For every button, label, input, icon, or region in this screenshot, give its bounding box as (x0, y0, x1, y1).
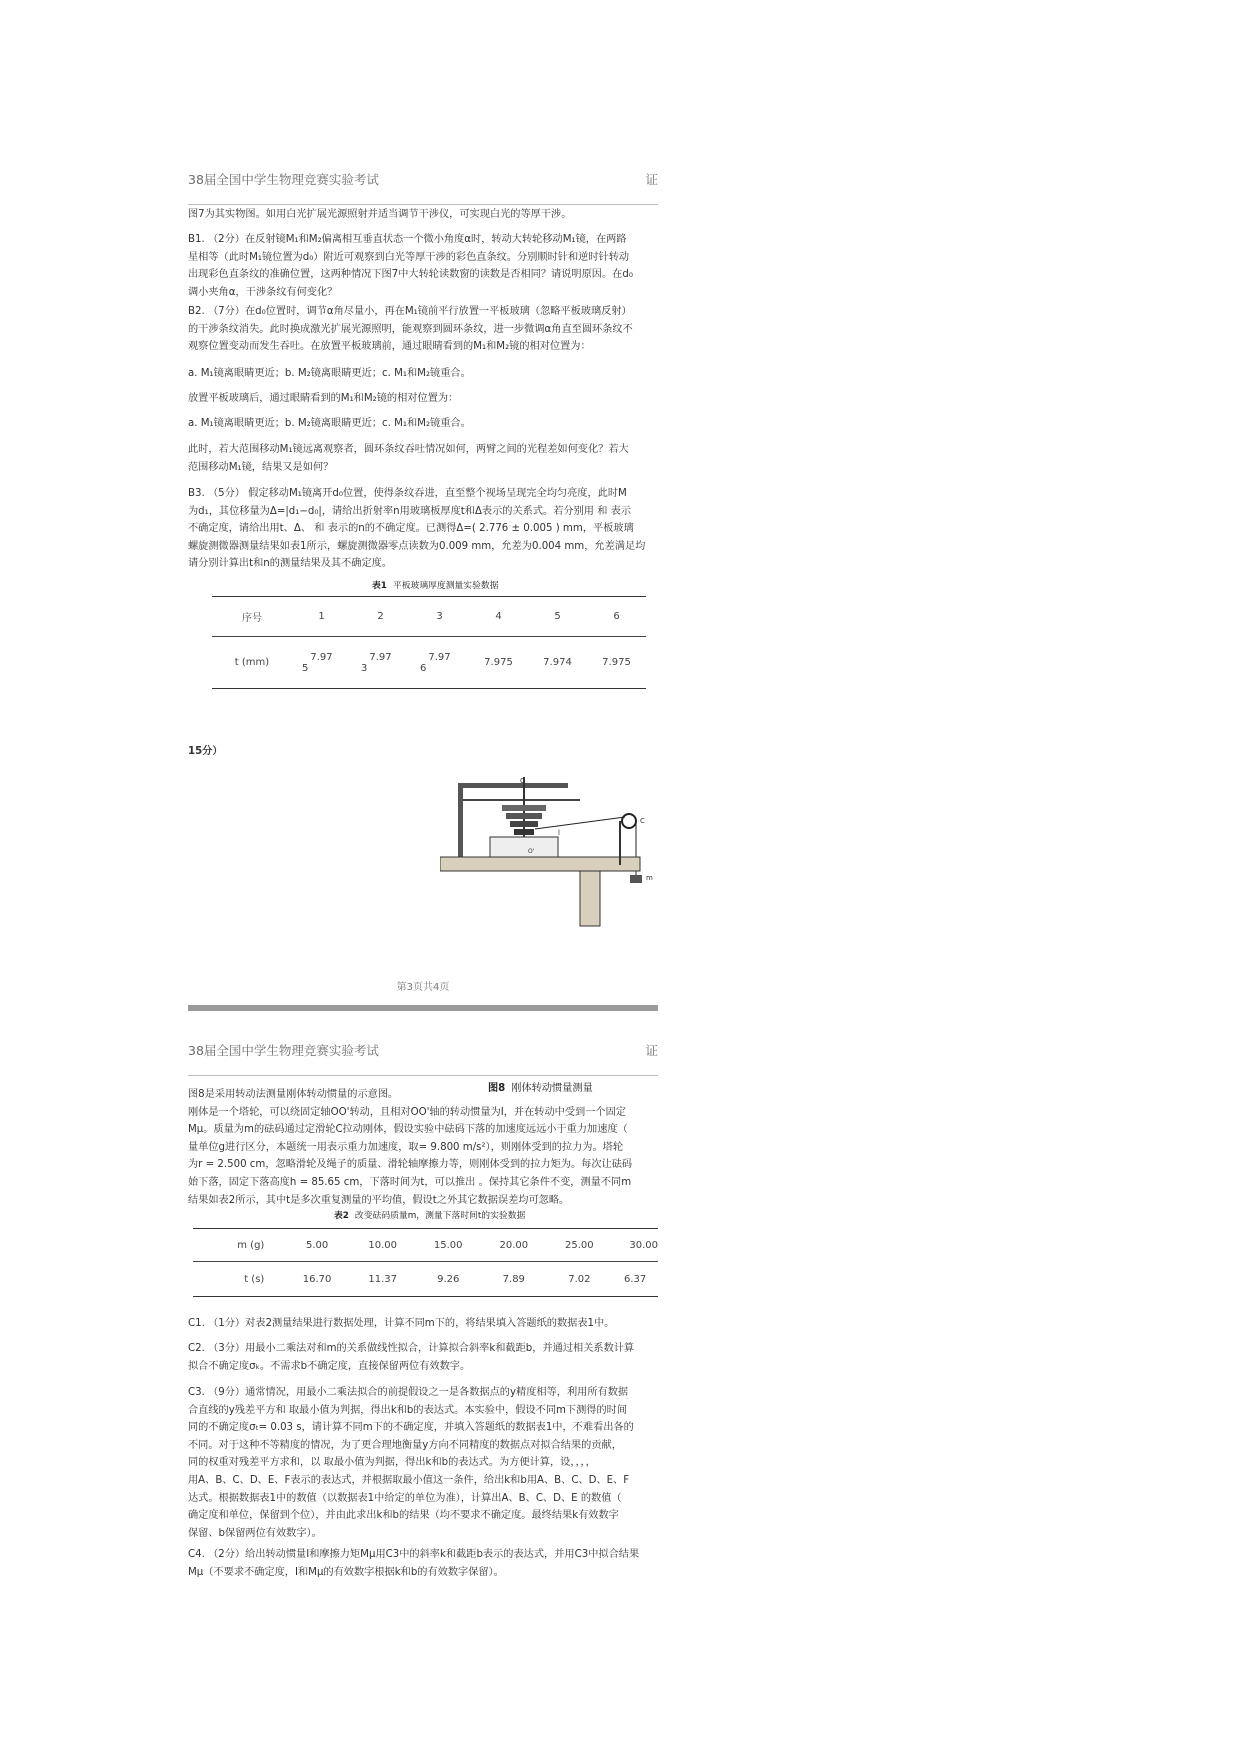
table2 (193, 1228, 658, 1297)
b1-line: 星相等（此时M₁镜位置为d₀）附近可观察到白光等厚干涉的彩色直条纹。分别顺时针和逆时针转动 (188, 251, 630, 263)
value-part: 3 (361, 662, 368, 674)
question-c4 (188, 1546, 658, 1581)
figure8-caption-text: 刚体转动惯量测量 (511, 1083, 593, 1094)
table1-value-cell: 7.975 (602, 657, 631, 668)
b2-options-before (188, 365, 658, 383)
label-c: C (640, 817, 645, 825)
tower-wheel-layer (510, 821, 538, 827)
table1-value-cell (292, 637, 351, 689)
b3-line: B3. （5分） 假定移动M₁镜离开d₀位置，使得条纹吞进，直至整个视场呈现完全均匀亮度，此时M (188, 488, 627, 499)
c1-line: C1. （1分）对表2测量结果进行数据处理，计算不同m下的，将结果填入答题纸的数据表1中。 (188, 1318, 615, 1329)
b1-line: B1. （2分）在反射镜M₁和M₂偏离相互垂直状态一个微小角度α时，转动大转轮移动M₁镜，在两路 (188, 234, 627, 245)
frame-left-post (458, 783, 463, 858)
string-line (535, 817, 625, 829)
options-line: a. M₁镜离眼睛更近；b. M₂镜离眼睛更近；c. M₁和M₂镜重合。 (188, 368, 471, 379)
c4-line: Mμ（不要求不确定度，I和Mμ的有效数字根据k和b的有效数字保留）。 (188, 1566, 504, 1578)
c4-line: C4. （2分）给出转动惯量I和摩擦力矩Mμ用C3中的斜率k和截距b表示的表达式，并用C3中拟合结果 (188, 1549, 640, 1560)
intro2-line: 刚体是一个塔轮，可以绕固定轴OO'转动，且相对OO'轴的转动惯量为I，并在转动中受到一个固定 (188, 1106, 626, 1118)
b1-line: 调小夹角α，干涉条纹有何变化？ (188, 286, 338, 298)
table2-m-cell: 25.00 (565, 1239, 594, 1251)
intro2-line: 量单位g进行区分，本题统一用表示重力加速度，取= 9.800 m/s²），则刚体受到的拉力为。塔轮 (188, 1141, 624, 1153)
table1-row-index (212, 597, 646, 637)
question-b2 (188, 303, 658, 356)
question-c1 (188, 1315, 658, 1333)
c3-line: C3. （9分）通常情况，用最小二乘法拟合的前提假设之一是各数据点的y精度相等，利用所有数据 (188, 1387, 629, 1398)
page1-header-rule (188, 204, 658, 205)
c3-line: 不同。对于这种不等精度的情况，为了更合理地衡量y方向不同精度的数据点对拟合结果的贡献， (188, 1439, 622, 1451)
question-c2 (188, 1340, 658, 1375)
b2q-line: 范围移动M₁镜，结果又是如何？ (188, 461, 334, 473)
label-o-top: O (520, 777, 526, 785)
c3-line: 保留、b保留两位有效数字）。 (188, 1527, 322, 1539)
after-line: 放置平板玻璃后，通过眼睛看到的M₁和M₂镜的相对位置为： (188, 393, 459, 404)
value-part: 5 (302, 662, 309, 674)
table1-value-cell: 7.975 (484, 657, 513, 668)
c3-line: 达式。根据数据表1中的数值（以数据表1中给定的单位为准），计算出A、B、C、D、E 的数值（ (188, 1492, 622, 1504)
question-b3 (188, 485, 658, 573)
frame-top-bar (458, 783, 568, 788)
table2-m-cell: 10.00 (368, 1239, 397, 1251)
b1-line: 出现彩色直条纹的准确位置，这两种情况下图7中大转轮读数窗的读数是否相同？请说明原因。在d₀ (188, 269, 633, 281)
table1-index-cell: 5 (554, 611, 561, 622)
label-m: m (646, 874, 653, 882)
options-line: a. M₁镜离眼睛更近；b. M₂镜离眼睛更近；c. M₁和M₂镜重合。 (188, 418, 471, 429)
table1-caption (372, 578, 499, 591)
figure8-caption-label: 图8 (488, 1083, 506, 1094)
table2-m-cell: 20.00 (499, 1239, 529, 1251)
b2-question (188, 441, 658, 476)
intro-line: 图7为其实物图。如用白光扩展光源照射并适当调节干涉仪，可实现白光的等厚干涉。 (188, 209, 572, 220)
score-line: 15分） (188, 746, 223, 757)
table2-header-cell: t (s) (244, 1273, 265, 1285)
table1-index-cell: 2 (377, 611, 384, 622)
table2-t-cell: 7.89 (502, 1273, 525, 1285)
table2-t-cell: 6.37 (623, 1273, 647, 1285)
table1-value-cell (351, 637, 410, 689)
c3-line: 确定度和单位，保留到个位），并由此求出k和b的结果（均不要求不确定度。最终结果k有效数字 (188, 1510, 619, 1522)
b3-line: 不确定度，请给出用t、Δ、 和 表示的n的不确定度。已测得Δ=( 2.776 ± 0.005 ) mm，平板玻璃 (188, 523, 634, 535)
value-part: 7.97 (310, 651, 333, 663)
table1-value-cell: 7.974 (543, 657, 572, 668)
page2-header-right: 证 (645, 1043, 658, 1058)
page1-header-title: 38届全国中学生物理竞赛实验考试 (188, 172, 379, 187)
table1-index-cell: 3 (436, 611, 443, 622)
b2-line: 观察位置变动而发生吞吐。在放置平板玻璃前，通过眼睛看到的M₁和M₂镜的相对位置为： (188, 341, 591, 353)
section-score (188, 743, 658, 761)
table1-header-cell: t (mm) (234, 657, 270, 668)
table2-t-cell: 16.70 (302, 1273, 332, 1285)
c3-line: 用A、B、C、D、E、F表示的表达式，并根据取最小值这一条件，给出k和b用A、B、C、D、E、F (188, 1474, 630, 1486)
page1-intro (188, 206, 658, 224)
question-c3 (188, 1384, 658, 1542)
page1-footer: 第3页共4页 (396, 982, 450, 993)
weight-mass (630, 875, 642, 883)
table2-t-cell: 7.02 (568, 1273, 591, 1285)
label-o-bottom: O' (528, 848, 535, 855)
table2-row-m (193, 1229, 658, 1262)
table1 (212, 596, 646, 689)
table2-caption-text: 改变砝码质量m，测量下落时间t的实验数据 (354, 1211, 526, 1221)
intro2-line: Mμ。质量为m的砝码通过定滑轮C拉动刚体，假设实验中砝码下落的加速度远远小于重力加速度（ (188, 1124, 628, 1136)
question-b1 (188, 231, 658, 301)
table1-index-cell: 4 (495, 611, 502, 622)
c3-line: 合直线的y残差平方和 取最小值为判据，得出k和b的表达式。本实验中，假设不同m下测得的时间 (188, 1404, 628, 1416)
b2-after-text (188, 390, 658, 408)
value-part: 7.97 (428, 651, 451, 663)
page1-header (188, 170, 658, 188)
intro2-line: 结果如表2所示，其中t是多次重复测量的平均值，假设t之外其它数据误差均可忽略。 (188, 1194, 570, 1206)
b3-line: 螺旋测微器测量结果如表1所示，螺旋测微器零点读数为0.009 mm，允差为0.004 mm，允差满足均 (188, 540, 646, 552)
table1-index-cell: 1 (318, 611, 325, 622)
tower-wheel-layer (502, 805, 546, 811)
b2-options-after (188, 415, 658, 433)
label-l: l (558, 829, 560, 837)
value-part: 7.97 (369, 651, 392, 663)
table2-m-cell: 15.00 (433, 1239, 463, 1251)
table1-row-values (212, 637, 646, 689)
apparatus-figure (440, 775, 660, 935)
table1-caption-text: 平板玻璃厚度测量实验数据 (392, 581, 499, 591)
table2-m-cell: 5.00 (305, 1239, 329, 1251)
table-surface (440, 857, 640, 871)
table2-m-cell: 30.00 (629, 1239, 658, 1251)
b3-line: 为d₁，其位移量为Δ=|d₁−d₀|，请给出折射率n用玻璃板厚度t和Δ表示的关系式。若分别用 和 表示 (188, 505, 632, 517)
intro2-line: 图8是采用转动法测量刚体转动惯量的示意图。 (188, 1089, 399, 1100)
page2-header (188, 1041, 658, 1059)
page-separator (188, 1005, 658, 1011)
c2-line: 拟合不确定度σₖ。不需求b不确定度，直接保留两位有效数字。 (188, 1360, 471, 1372)
intro2-line: 始下落，固定下落高度h = 85.65 cm，下落时间为t，可以推出 。保持其它条件不变，测量不同m (188, 1176, 632, 1188)
page2-header-rule (188, 1075, 658, 1076)
page2-intro (188, 1086, 658, 1209)
c3-line: 同的不确定度σₜ= 0.03 s，请计算不同m下的不确定度，并填入答题纸的数据表1中，不难看出各的 (188, 1422, 634, 1434)
b2-line: B2. （7分）在d₀位置时，调节α角尽量小，再在M₁镜前平行放置一平板玻璃（忽略平板玻璃反射） (188, 306, 632, 317)
tower-wheel-layer (514, 829, 534, 835)
table1-header-cell: 序号 (242, 613, 262, 624)
table2-t-cell: 9.26 (437, 1273, 460, 1285)
b2q-line: 此时，若大范围移动M₁镜远离观察者，圆环条纹吞吐情况如何，两臂之间的光程差如何变化？若大 (188, 444, 629, 455)
table2-caption-label: 表2 (334, 1211, 349, 1221)
table2-t-cell: 11.37 (368, 1273, 397, 1285)
tower-wheel-layer (506, 813, 542, 819)
b2-line: 的干涉条纹消失。此时换成激光扩展光源照明，能观察到圆环条纹，进一步微调α角直至圆环条纹不 (188, 323, 633, 335)
table2-row-t (193, 1262, 658, 1297)
page1-header-right: 证 (645, 172, 658, 187)
b3-line: 请分别计算出t和n的测量结果及其不确定度。 (188, 558, 393, 570)
table2-caption (334, 1208, 525, 1221)
table1-index-cell: 6 (613, 611, 620, 622)
value-part: 6 (420, 662, 427, 674)
table2-header-cell: m (g) (237, 1239, 265, 1251)
table-leg (580, 871, 600, 926)
c3-line: 同的权重对残差平方求和，以 取最小值为判据，得出k和b的表达式。为方便计算，设，，，， (188, 1457, 596, 1469)
pulley-c (622, 814, 636, 828)
page2-header-title: 38届全国中学生物理竞赛实验考试 (188, 1043, 379, 1058)
c2-line: C2. （3分）用最小二乘法对和m的关系做线性拟合，计算拟合斜率k和截距b，并通过相关系数计算 (188, 1343, 635, 1354)
intro2-line: 为r = 2.500 cm，忽略滑轮及绳子的质量、滑轮轴摩擦力等，则刚体受到的拉力矩为。每次让砝码 (188, 1159, 633, 1171)
table1-caption-label: 表1 (372, 581, 387, 591)
base-platform (490, 837, 558, 857)
table1-value-cell (410, 637, 469, 689)
